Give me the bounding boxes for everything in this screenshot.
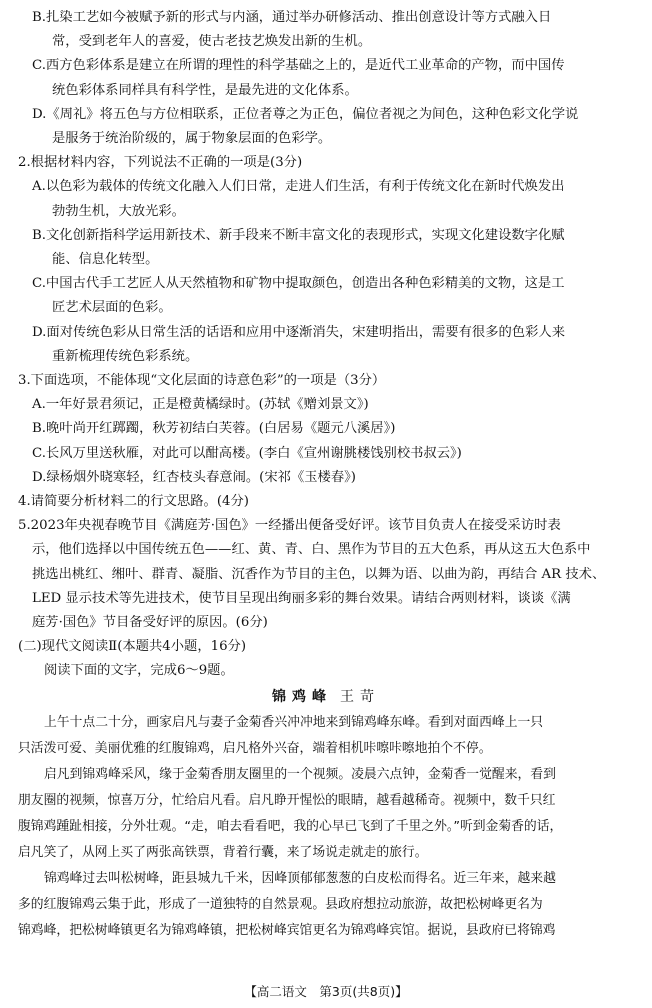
question-5-line1: 5.2023年央视春晚节目《满庭芳·国色》一经播出便备受好评。该节目负责人在接受采访时表: [18, 518, 561, 534]
story-author: 王苛: [340, 688, 380, 705]
option-2c-line1: C.中国古代手工艺匠人从天然植物和矿物中提取颜色，创造出各种色彩精美的文物，这是工: [32, 276, 565, 292]
option-3a: A.一年好景君须记，正是橙黄橘绿时。(苏轼《赠刘景文》): [32, 397, 369, 413]
option-2d-line2: 重新梳理传统色彩系统。: [52, 348, 199, 364]
option-2c-line2: 匠艺术层面的色彩。: [52, 300, 172, 316]
story-line: 启凡到锦鸡峰采风，缘于金菊香朋友圈里的一个视频。凌晨六点钟，金菊香一觉醒来，看到: [44, 766, 556, 782]
story-line: 锦鸡峰过去叫松树峰，距县城九千米，因峰顶郁郁葱葱的白皮松而得名。近三年来，越来越: [44, 870, 556, 886]
option-2d-line1: D.面对传统色彩从日常生活的话语和应用中逐渐消失，宋建明指出，需要有很多的色彩人来: [32, 324, 565, 340]
option-1d-line1: D.《周礼》将五色与方位相联系，正位者尊之为正色，偏位者视之为间色，这种色彩文化学说: [32, 106, 579, 122]
question-5-line3: 挑选出桃红、缃叶、群青、凝脂、沉香作为节目的主色，以舞为语、以曲为韵，再结合 AR 技术、: [32, 566, 606, 582]
story-line: 多的红腹锦鸡云集于此，形成了一道独特的自然景观。县政府想拉动旅游，故把松树峰更名为: [18, 896, 543, 912]
story-line: 腹锦鸡踵趾相接，分外壮观。“走，咱去看看吧，我的心早已飞到了千里之外。”听到金菊香的话，: [18, 818, 563, 834]
option-3c: C.长风万里送秋雁，对此可以酣高楼。(李白《宣州谢朓楼饯别校书叔云》): [32, 445, 462, 461]
option-1b-line2: 常，受到老年人的喜爱，使古老技艺焕发出新的生机。: [52, 34, 372, 50]
option-1c-line1: C.西方色彩体系是建立在所谓的理性的科学基础之上的，是近代工业革命的产物，而中国传: [32, 58, 565, 74]
option-2b-line1: B.文化创新指科学运用新技术、新手段来不断丰富文化的表现形式，实现文化建设数字化赋: [32, 227, 565, 243]
reading-instruction: 阅读下面的文字，完成6～9题。: [44, 663, 234, 679]
option-1b-line1: B.扎染工艺如今被赋予新的形式与内涵，通过举办研修活动、推出创意设计等方式融入日: [32, 10, 552, 25]
story-title-block: [18, 684, 634, 710]
question-5-line4: LED 显示技术等先进技术，使节目呈现出绚丽多彩的舞台效果。请结合两则材料，谈谈《满: [32, 590, 571, 606]
option-2a-line1: A.以色彩为载体的传统文化融入人们日常，走进人们生活，有利于传统文化在新时代焕发出: [32, 179, 565, 195]
question-5-line5: 庭芳·国色》节目备受好评的原因。(6分): [32, 615, 268, 631]
option-2b-line2: 能、信息化转型。: [52, 252, 159, 268]
question-2: 2.根据材料内容，下列说法不正确的一项是(3分): [18, 155, 303, 171]
option-1d-line2: 是服务于统治阶级的，属于物象层面的色彩学。: [52, 131, 332, 147]
question-3: 3.下面选项，不能体现“文化层面的诗意色彩”的一项是（3分）: [18, 373, 386, 389]
question-4: 4.请简要分析材料二的行文思路。(4分): [18, 494, 249, 510]
story-title: 锦鸡峰: [272, 688, 332, 705]
option-1c-line2: 统色彩体系同样具有科学性，是最先进的文化体系。: [52, 82, 358, 98]
question-5-line2: 示，他们选择以中国传统五色——红、黄、青、白、黑作为节目的五大色系，再从这五大色系中: [32, 542, 591, 558]
story-line: 锦鸡峰，把松树峰镇更名为锦鸡峰镇，把松树峰宾馆更名为锦鸡峰宾馆。据说，县政府已将锦鸡: [18, 922, 556, 938]
option-3b: B.晚叶尚开红踯躅，秋芳初结白芙蓉。(白居易《题元八溪居》): [32, 421, 396, 437]
option-2a-line2: 勃勃生机，大放光彩。: [52, 203, 185, 219]
page-footer: 【高二语文 第3页(共8页)】: [244, 984, 408, 999]
story-line: 上午十点二十分，画家启凡与妻子金菊香兴冲冲地来到锦鸡峰东峰。看到对面西峰上一只: [44, 714, 544, 730]
story-line: 朋友圈的视频，惊喜万分，忙给启凡看。启凡睁开惺忪的眼睛，越看越稀奇。视频中，数千只红: [18, 792, 556, 808]
section-heading: (二)现代文阅读Ⅱ(本题共4小题，16分): [18, 639, 247, 655]
story-line: 启凡笑了，从网上买了两张高铁票，背着行囊，来了场说走就走的旅行。: [18, 844, 428, 860]
option-3d: D.绿杨烟外晓寒轻，红杏枝头春意闹。(宋祁《玉楼春》): [32, 469, 356, 485]
story-line: 只活泼可爱、美丽优雅的红腹锦鸡，启凡格外兴奋，端着相机咔嚓咔嚓地拍个不停。: [18, 740, 492, 756]
